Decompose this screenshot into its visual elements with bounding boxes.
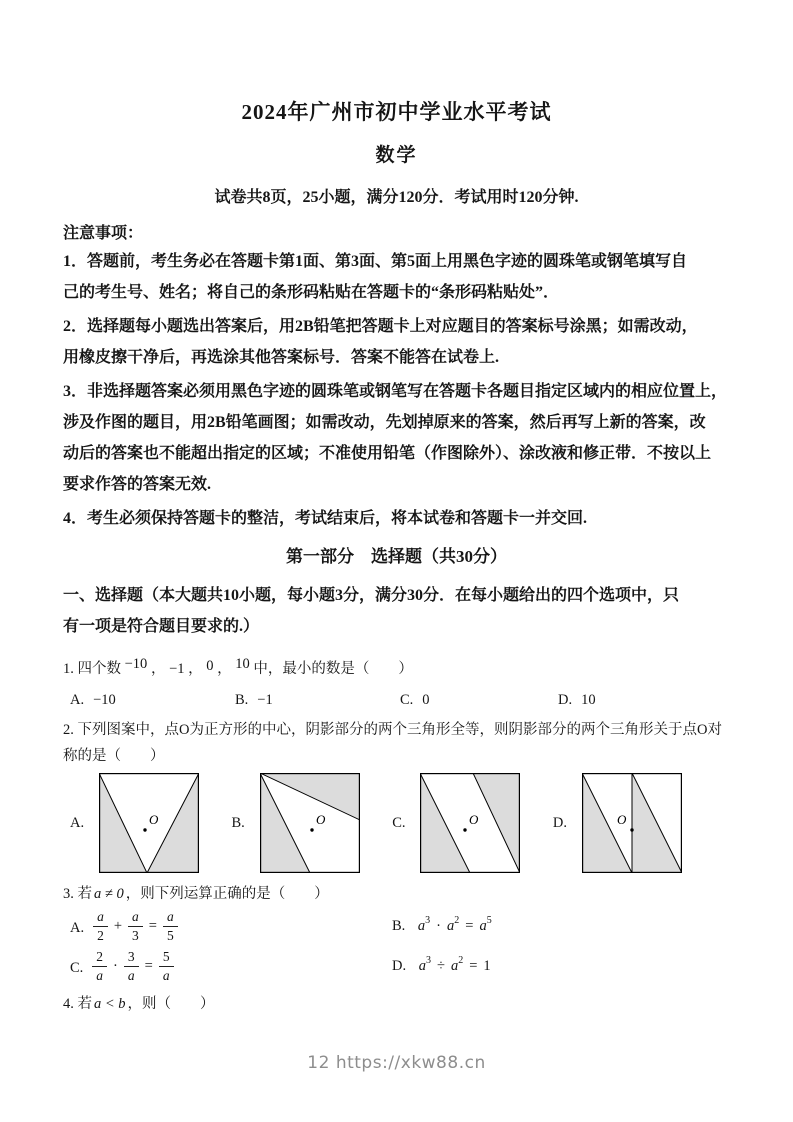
notice-3 [63,376,730,500]
divide-operator: ÷ [436,957,445,974]
q2-figure-c-image [420,773,520,873]
q1-option-d-text: 10 [581,692,596,708]
q1-number-4: 10 [235,656,250,672]
shaded-triangle [99,773,147,873]
q2-figure-c-label: C. [392,814,406,831]
shaded-triangle [632,773,682,873]
q3-stem-pre: 3. 若 [63,886,92,902]
fraction [92,949,107,983]
q2-figure-b-image [260,773,360,873]
q3-option-a-label: A. [70,919,85,936]
question-1-options [63,692,730,709]
q1-option-a [70,692,235,709]
center-point [310,828,313,831]
fraction-denominator: 2 [97,927,104,943]
q3-option-c-formula [92,949,173,983]
q3-option-c [70,949,392,983]
fraction [159,949,174,983]
q3-option-b [392,914,730,935]
q1-option-c [400,692,558,709]
q1-option-c-label: C. [400,692,414,708]
variable: a [450,957,459,974]
page-footer-watermark: 12 https://xkw88.cn [307,1053,486,1073]
q1-option-b-label: B. [235,692,249,708]
q3-option-d [392,954,730,975]
notice-1-line-1: 1．答题前，考生务必在答题卡第1面、第3面、第5面上用黑色字迹的圆珠笔或钢笔填写自 [63,253,688,270]
term [450,954,464,975]
q1-number-3: 0 [206,658,214,674]
notice-4 [63,503,730,534]
fraction [124,949,139,983]
q2-figure-d-image [582,773,682,873]
q1-comma-2: ， [188,661,203,677]
q2-figure-c [392,773,520,873]
exponent: 2 [458,954,464,966]
notice-3-line-2: 涉及作图的题目，用2B铅笔画图；如需改动，先划掉原来的答案，然后再写上新的答案，改 [63,414,706,431]
center-point-label: O [315,812,326,827]
exponent: 5 [486,914,492,926]
center-point [630,828,633,831]
notice-3-line-1: 3．非选择题答案必须用黑色字迹的圆珠笔或钢笔写在答题卡各题目指定区域内的相应位置上， [63,383,728,400]
plus-operator: + [113,917,123,934]
exponent: 3 [425,954,431,966]
q2-figure-a [70,773,199,873]
q2-stem-line-2: 称的是（ ） [63,748,165,764]
term [447,914,460,935]
fraction-denominator: a [162,967,170,983]
shaded-triangle [420,773,470,873]
fraction-numerator: a [163,909,178,927]
part-1-heading: 第一部分 选择题（共30分） [286,547,507,566]
section-1-intro-line-1: 一、选择题（本大题共10小题，每小题3分，满分30分．在每小题给出的四个选项中，只 [63,587,680,604]
notice-1-line-2: 己的考生号、姓名；将自己的条形码粘贴在答题卡的“条形码粘贴处”． [63,284,560,301]
notice-heading: 注意事项： [63,225,144,242]
q3-option-c-label: C. [70,959,84,976]
center-point-label: O [616,812,627,827]
notice-2-line-2: 用橡皮擦干净后，再选涂其他答案标号．答案不能答在试卷上. [63,349,500,366]
exam-info-line: 试卷共8页，25小题，满分120分．考试用时120分钟. [214,189,579,206]
q1-option-a-text: −10 [93,692,116,708]
variable: a [418,957,426,974]
q1-option-c-text: 0 [422,692,430,708]
section-1-intro [63,580,730,642]
equals-sign: = [469,957,478,974]
equals-sign: = [148,917,157,934]
q2-figure-a-label: A. [70,814,85,831]
fraction-numerator: 2 [92,949,107,967]
fraction-numerator: a [128,909,143,927]
q1-number-2: −1 [169,661,185,677]
q4-stem-math: a < b [94,996,126,1013]
multiply-operator: · [113,957,118,974]
term: 1 [483,957,491,974]
question-1-stem [63,656,730,682]
q3-option-a-formula [93,909,178,943]
variable: a [479,917,487,934]
q1-option-d-label: D. [558,692,573,708]
center-point [143,828,146,831]
q1-comma-1: ， [150,661,166,677]
q1-comma-3: ， [217,661,232,677]
q2-figure-a-image [99,773,199,873]
q1-stem-post: 中，最小的数是（ ） [253,661,413,677]
fraction-numerator: 3 [124,949,139,967]
term [418,954,431,975]
q2-figure-d-label: D. [552,814,567,831]
notice-2 [63,311,730,373]
notice-1 [63,246,730,308]
q1-option-a-label: A. [70,692,85,708]
subject-title: 数学 [375,145,418,166]
shaded-triangle [473,773,520,873]
notice-4-line-1: 4．考生必须保持答题卡的整洁，考试结束后，将本试卷和答题卡一并交回. [63,510,588,527]
q2-figure-b [232,773,360,873]
notice-3-line-3: 动后的答案也不能超出指定的区域；不准使用铅笔（作图除外）、涂改液和修正带．不按以上 [63,445,712,462]
variable: a [447,917,455,934]
q1-option-b-text: −1 [257,692,273,708]
exponent: 3 [425,914,431,926]
q3-option-b-formula [417,914,492,935]
notice-2-line-1: 2．选择题每小题选出答案后，用2B铅笔把答题卡上对应题目的答案标号涂黑；如需改动， [63,318,698,335]
center-point-label: O [149,812,159,827]
q1-option-d [558,692,730,709]
q2-figure-b-label: B. [231,814,245,831]
q2-stem-line-1: 2. 下列图案中，点O为正方形的中心，阴影部分的两个三角形全等，则阴影部分的两个三角形关于点O对 [63,722,722,738]
exponent: 2 [454,914,460,926]
term [417,914,431,935]
section-1-intro-line-2: 有一项是符合题目要求的.） [63,618,260,635]
q3-stem-math: a ≠ 0 [94,886,124,902]
fraction [93,909,108,943]
fraction-denominator: 5 [166,927,174,943]
fraction-denominator: a [96,967,104,983]
equals-sign: = [144,957,153,974]
question-2-figures [63,773,730,873]
multiply-operator: · [436,917,442,934]
fraction [163,909,178,943]
fraction-numerator: a [93,909,108,927]
q3-option-b-label: B. [392,917,406,934]
q3-option-d-label: D. [392,957,407,974]
q3-option-a [70,909,392,943]
page-title: 2024年广州市初中学业水平考试 [241,100,552,124]
q2-figure-d [553,773,682,873]
term [479,914,492,935]
q4-stem-pre: 4. 若 [63,996,92,1013]
question-3-options [63,909,730,983]
question-4-stem [63,991,730,1017]
q1-option-b [235,692,400,709]
fraction [128,909,143,943]
question-3-stem [63,881,730,907]
q3-option-d-formula [418,954,491,975]
fraction-denominator: 3 [132,927,139,943]
equals-sign: = [465,917,474,934]
center-point-label: O [469,812,479,827]
question-2-stem [63,717,730,769]
fraction-denominator: a [127,967,135,983]
q1-stem-pre: 1. 四个数 [63,661,121,677]
variable: a [417,917,426,934]
q1-number-1: −10 [124,656,148,672]
q4-stem-post: ，则（ ） [127,996,215,1013]
notice-3-line-4: 要求作答的答案无效. [63,476,212,493]
center-point [464,828,467,831]
fraction-numerator: 5 [159,949,174,967]
q3-stem-post: ，则下列运算正确的是（ ） [125,886,329,902]
